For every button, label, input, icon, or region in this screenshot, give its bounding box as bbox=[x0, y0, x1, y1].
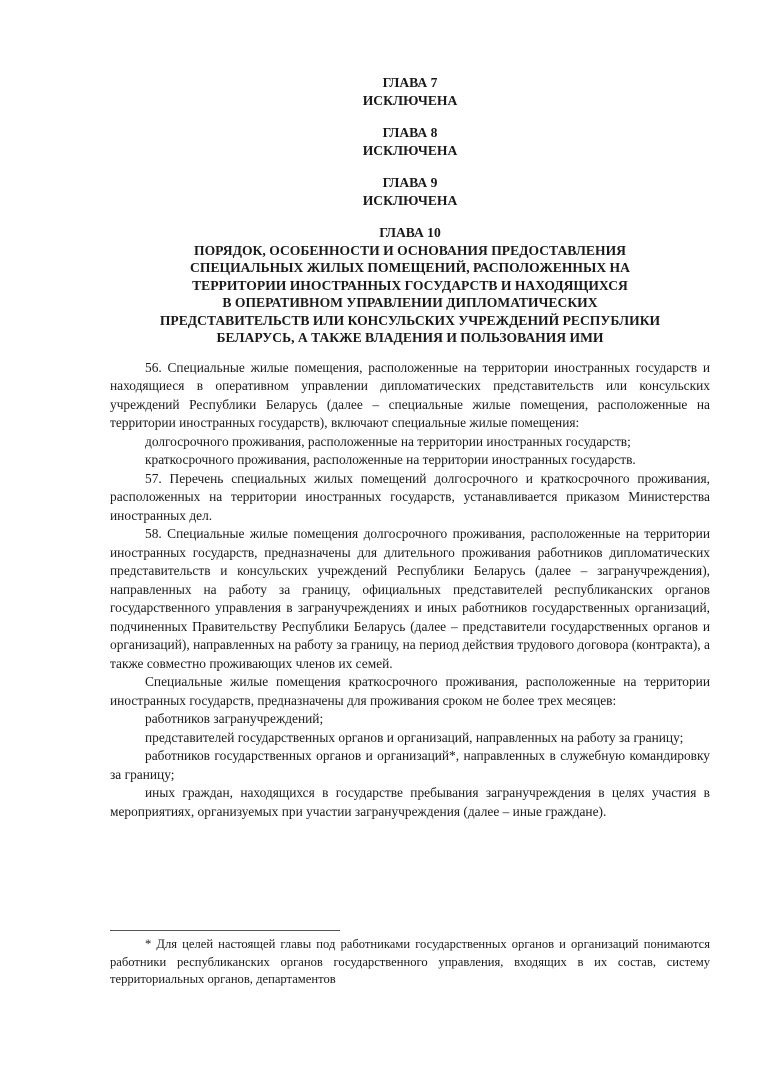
footnote bbox=[110, 936, 710, 989]
chapter-10-title-line-5: ПРЕДСТАВИТЕЛЬСТВ ИЛИ КОНСУЛЬСКИХ УЧРЕЖДЕНИЙ РЕСПУБЛИКИ bbox=[159, 312, 661, 328]
chapter-7-heading bbox=[110, 74, 710, 109]
list-item-business-trip-workers: работников государственных органов и организаций*, направленных в служебную командировку за границу; bbox=[110, 748, 710, 782]
document-page bbox=[110, 74, 710, 821]
list-item-long-term: долгосрочного проживания, расположенные на территории иностранных государств; bbox=[145, 433, 631, 449]
chapter-10-number: ГЛАВА 10 bbox=[379, 225, 441, 240]
chapter-10-title-line-3: ТЕРРИТОРИИ ИНОСТРАННЫХ ГОСУДАРСТВ И НАХОДЯЩИХСЯ bbox=[192, 277, 628, 293]
paragraph-58: 58. Специальные жилые помещения долгосрочного проживания, расположенные на территории иностранных государств, предназначены для длительного проживания работников дипломатических представительств и консульских учреждений Республики Беларусь (далее – загранучреждения), направленных на работу за границу, официальных представителей республиканских органов государственного управления в загранучреждениях и иных работников государственных организаций, подчиненных Правительству Республики Беларусь (далее – представители государственных органов и организаций), направленных на работу за границу, на период действия трудового договора (контракта), а также совместно проживающих членов их семей. bbox=[110, 526, 710, 671]
list-item-embassy-workers: работников загранучреждений; bbox=[145, 711, 324, 726]
chapter-10-title-line-2: СПЕЦИАЛЬНЫХ ЖИЛЫХ ПОМЕЩЕНИЙ, РАСПОЛОЖЕННЫХ НА bbox=[190, 260, 630, 275]
chapter-9-status: ИСКЛЮЧЕНА bbox=[362, 192, 458, 208]
document-body bbox=[110, 359, 710, 822]
chapter-10-title-line-1: ПОРЯДОК, ОСОБЕННОСТИ И ОСНОВАНИЯ ПРЕДОСТАВЛЕНИЯ bbox=[194, 242, 626, 258]
chapter-9-number: ГЛАВА 9 bbox=[382, 175, 438, 190]
chapter-8-heading bbox=[110, 124, 710, 159]
footnote-divider bbox=[110, 930, 340, 931]
chapter-7-number: ГЛАВА 7 bbox=[382, 75, 438, 90]
chapter-10-heading bbox=[110, 224, 710, 347]
chapter-8-status: ИСКЛЮЧЕНА bbox=[362, 142, 458, 158]
chapter-7-status: ИСКЛЮЧЕНА bbox=[362, 92, 458, 108]
list-item-short-term: краткосрочного проживания, расположенные на территории иностранных государств. bbox=[145, 452, 636, 467]
paragraph-short-term-purpose: Специальные жилые помещения краткосрочного проживания, расположенные на территории иностранных государств, предназначены для проживания сроком не более трех месяцев: bbox=[110, 674, 710, 708]
paragraph-56: 56. Специальные жилые помещения, расположенные на территории иностранных государств и находящиеся в оперативном управлении дипломатических представительств или консульских учреждений Республики Беларусь (далее – специальные жилые помещения, расположенные на территории иностранных государств), включают специальные жилые помещения: bbox=[110, 359, 710, 430]
paragraph-57: 57. Перечень специальных жилых помещений долгосрочного и краткосрочного проживания, расположенных на территории иностранных государств, устанавливается приказом Министерства иностранных дел. bbox=[110, 470, 710, 523]
list-item-state-representatives: представителей государственных органов и организаций, направленных на работу за границу; bbox=[145, 729, 684, 745]
list-item-other-citizens: иных граждан, находящихся в государстве пребывания загранучреждения в целях участия в мероприятиях, организуемых при участии загранучреждения (далее – иные граждане). bbox=[110, 785, 710, 819]
chapter-10-title-line-6: БЕЛАРУСЬ, А ТАКЖЕ ВЛАДЕНИЯ И ПОЛЬЗОВАНИЯ ИМИ bbox=[216, 330, 604, 345]
chapter-9-heading bbox=[110, 174, 710, 209]
footnote-text: * Для целей настоящей главы под работниками государственных органов и организаций понимаются работники республиканских органов государственного управления, входящих в их состав, систему территориальных органов, департаментов bbox=[110, 937, 710, 986]
chapter-10-title-line-4: В ОПЕРАТИВНОМ УПРАВЛЕНИИ ДИПЛОМАТИЧЕСКИХ bbox=[222, 295, 598, 310]
chapter-8-number: ГЛАВА 8 bbox=[382, 125, 438, 140]
